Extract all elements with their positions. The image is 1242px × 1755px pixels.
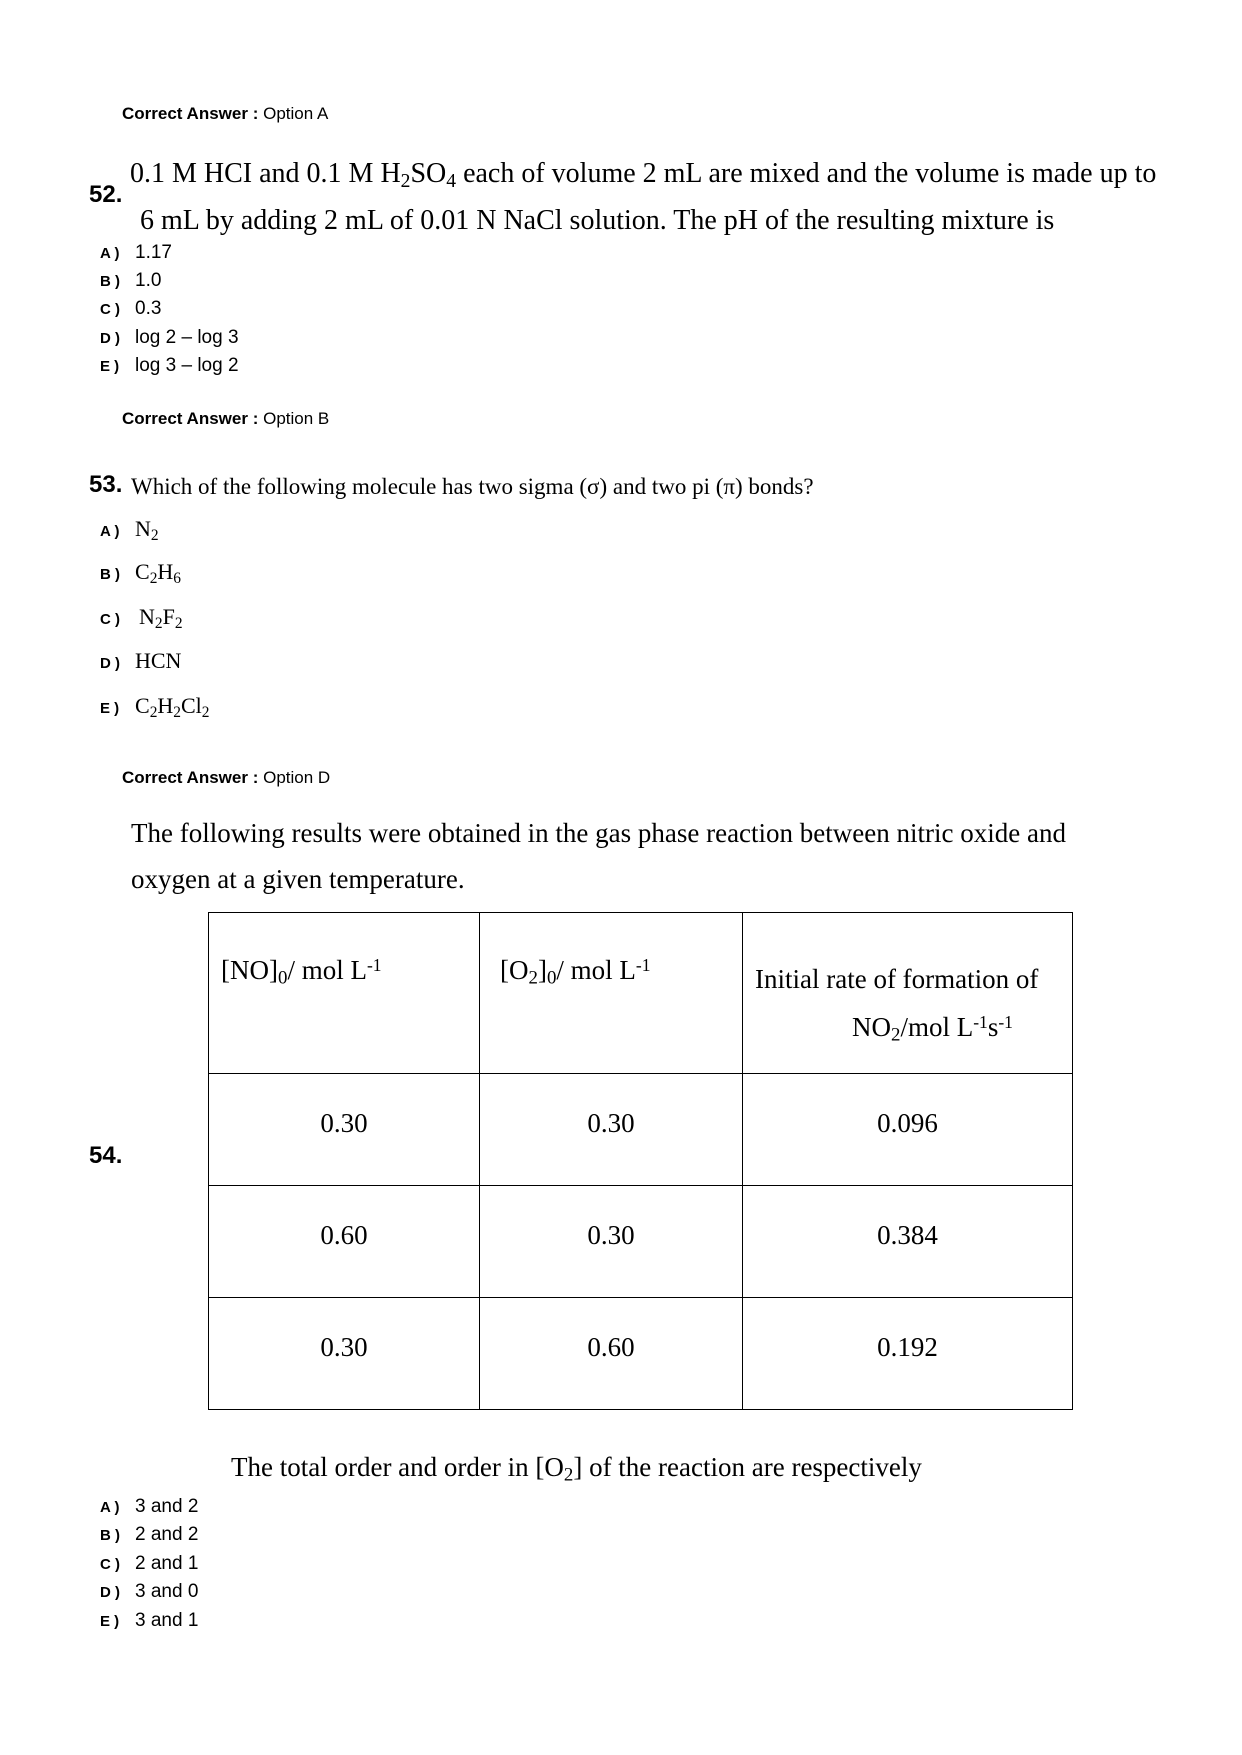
q53-option-b[interactable]: B ) $C_2H_6$ [100,559,181,587]
rate-data-table [208,912,1073,1410]
table-cell: 0.192 [743,1298,1073,1410]
correct-answer-52: Correct Answer : Option B [122,409,330,428]
q54-option-b[interactable]: B ) 2 and 2 [100,1524,199,1545]
q54-option-c[interactable]: C ) 2 and 1 [100,1553,199,1574]
correct-answer-prev: Correct Answer : Option A [122,104,329,123]
question-number-52: 52. [89,181,123,208]
table-cell: 0.60 [480,1298,743,1410]
q53-option-c[interactable]: C ) $N_2F_2$ [100,604,183,632]
question-54-intro-line1: The following results were obtained in the gas phase reaction between nitric oxide and [131,818,1066,848]
header-no-concentration: $[NO]_0/$ mol $L^{-1}$ [209,913,480,1074]
q52-option-c[interactable]: C ) 0.3 [100,298,162,319]
q54-option-e[interactable]: E ) 3 and 1 [100,1610,199,1631]
table-cell: 0.30 [480,1074,743,1186]
table-cell: 0.384 [743,1186,1073,1298]
question-52-line2: 6 mL by adding 2 mL of 0.01 N NaCl solution. The pH of the resulting mixture is [140,205,1055,236]
q53-option-a[interactable]: A ) $N_2$ [100,516,159,544]
q54-option-d[interactable]: D ) 3 and 0 [100,1581,199,1602]
table-row [209,1186,1073,1298]
table-cell: 0.096 [743,1074,1073,1186]
table-cell: 0.30 [209,1074,480,1186]
table-row [209,1298,1073,1410]
table-header-row [209,913,1073,1074]
correct-answer-53: Correct Answer : Option D [122,768,331,787]
q52-option-d[interactable]: D ) log 2 – log 3 [100,327,239,348]
header-o2-concentration: $[O_2]_0/$ mol $L^{-1}$ [480,913,743,1074]
question-53-stem: Which of the following molecule has two sigma (σ) and two pi (π) bonds? [131,474,814,499]
q52-option-e[interactable]: E ) log 3 – log 2 [100,355,239,376]
q52-option-b[interactable]: B ) 1.0 [100,270,162,291]
question-52-line1: 0.1 M HCI and 0.1 M $H_2SO_4$ each of volume 2 mL are mixed and the volume is made up to [130,158,1157,192]
table-cell: 0.30 [480,1186,743,1298]
table-cell: 0.60 [209,1186,480,1298]
q53-option-d[interactable]: D ) HCN [100,648,182,673]
header-initial-rate: Initial rate of formation of $NO_2$/mol $L^{-1}s^{-1}$ [743,913,1073,1074]
question-54-intro-line2: oxygen at a given temperature. [131,864,465,894]
question-54-prompt: The total order and order in $[O_2]$ of the reaction are respectively [231,1452,922,1486]
question-number-53: 53. [89,471,123,498]
question-number-54: 54. [89,1142,123,1169]
q52-option-a[interactable]: A ) 1.17 [100,242,172,263]
q53-option-e[interactable]: E ) $C_2H_2Cl_2$ [100,693,210,721]
table-row [209,1074,1073,1186]
table-cell: 0.30 [209,1298,480,1410]
q54-option-a[interactable]: A ) 3 and 2 [100,1496,199,1517]
